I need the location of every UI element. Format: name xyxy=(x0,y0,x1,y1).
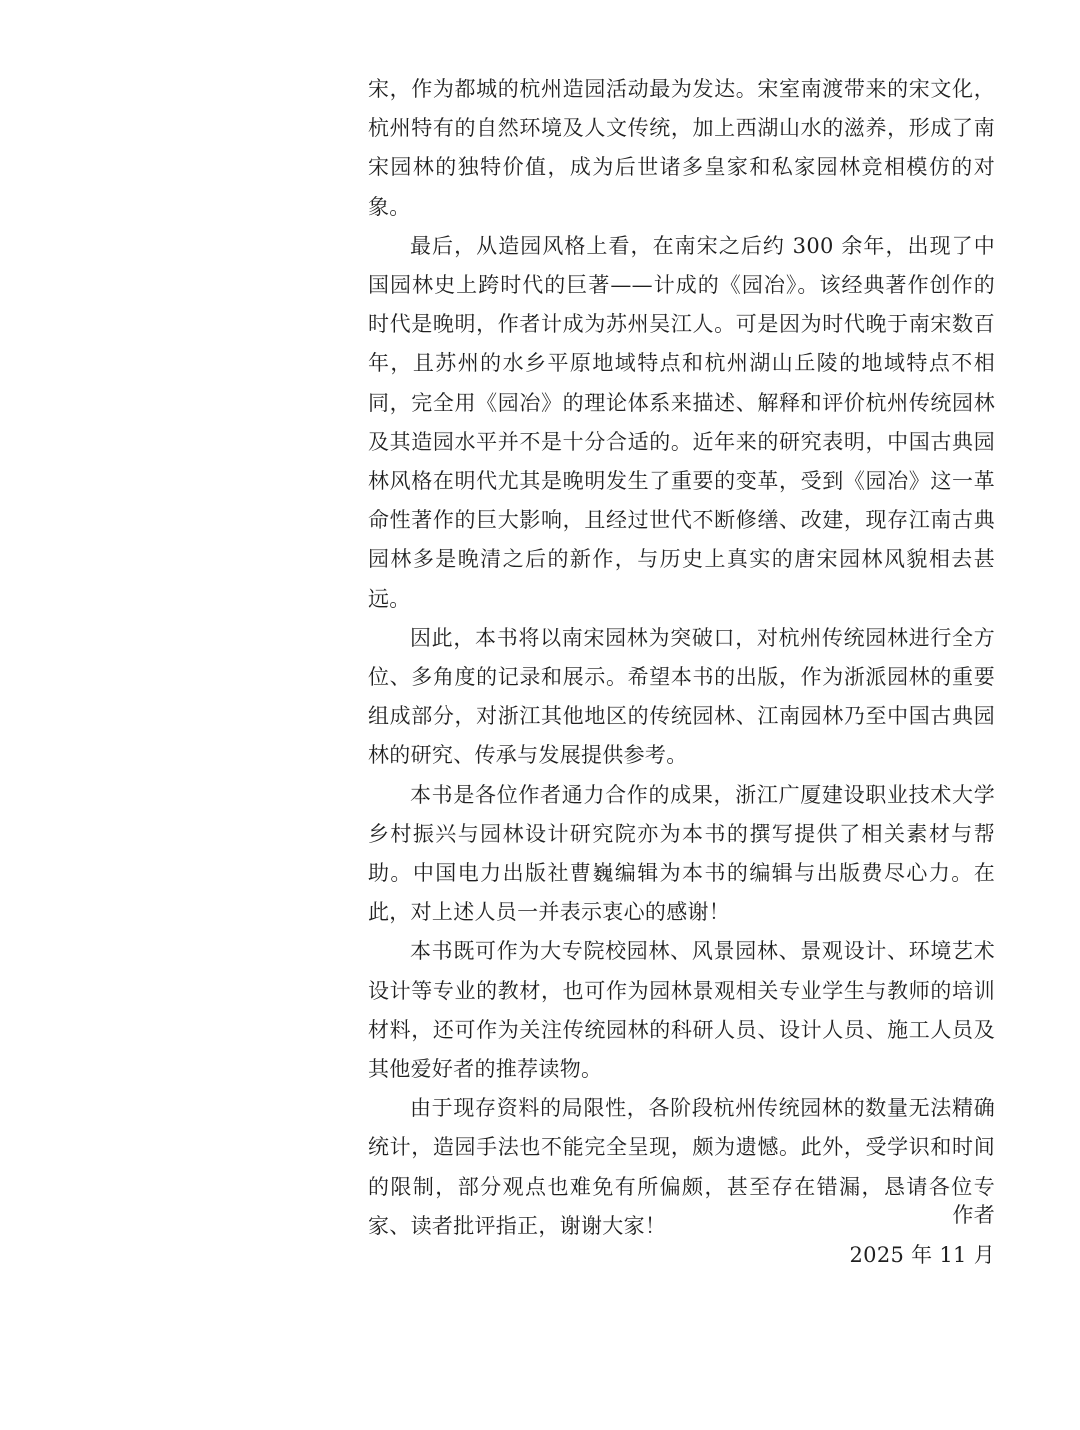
paragraph-2: 最后，从造园风格上看，在南宋之后约 300 余年，出现了中国园林史上跨时代的巨著——计成的《园冶》。该经典著作创作的时代是晚明，作者计成为苏州吴江人。可是因为时代晚于南宋数百年，且苏州的水乡平原地域特点和杭州湖山丘陵的地域特点不相同，完全用《园冶》的理论体系来描述、解释和评价杭州传统园林及其造园水平并不是十分合适的。近年来的研究表明，中国古典园林风格在明代尤其是晚明发生了重要的变革，受到《园冶》这一革命性著作的巨大影响，且经过世代不断修缮、改建，现存江南古典园林多是晚清之后的新作，与历史上真实的唐宋园林风貌相去甚远。 xyxy=(368,233,995,611)
paragraph-6: 由于现存资料的局限性，各阶段杭州传统园林的数量无法精确统计，造园手法也不能完全呈现，颇为遗憾。此外，受学识和时间的限制，部分观点也难免有所偏颇，甚至存在错漏，恳请各位专家、读者批评指正，谢谢大家！ xyxy=(368,1096,995,1238)
paragraph-1: 宋，作为都城的杭州造园活动最为发达。宋室南渡带来的宋文化，杭州特有的自然环境及人文传统，加上西湖山水的滋养，形成了南宋园林的独特价值，成为后世诸多皇家和私家园林竞相模仿的对象。 xyxy=(368,77,995,219)
signature-author: 作者 xyxy=(952,1203,995,1227)
signature-date: 2025 年 11 月 xyxy=(849,1243,995,1267)
paragraph-4: 本书是各位作者通力合作的成果，浙江广厦建设职业技术大学乡村振兴与园林设计研究院亦为本书的撰写提供了相关素材与帮助。中国电力出版社曹巍编辑为本书的编辑与出版费尽心力。在此，对上述人员一并表示衷心的感谢！ xyxy=(368,782,995,925)
paragraph-5: 本书既可作为大专院校园林、风景园林、景观设计、环境艺术设计等专业的教材，也可作为园林景观相关专业学生与教师的培训材料，还可作为关注传统园林的科研人员、设计人员、施工人员及其他爱好者的推荐读物。 xyxy=(368,939,995,1082)
body-text xyxy=(368,70,995,1246)
paragraph-3: 因此，本书将以南宋园林为突破口，对杭州传统园林进行全方位、多角度的记录和展示。希望本书的出版，作为浙派园林的重要组成部分，对浙江其他地区的传统园林、江南园林乃至中国古典园林的研究、传承与发展提供参考。 xyxy=(368,625,995,768)
